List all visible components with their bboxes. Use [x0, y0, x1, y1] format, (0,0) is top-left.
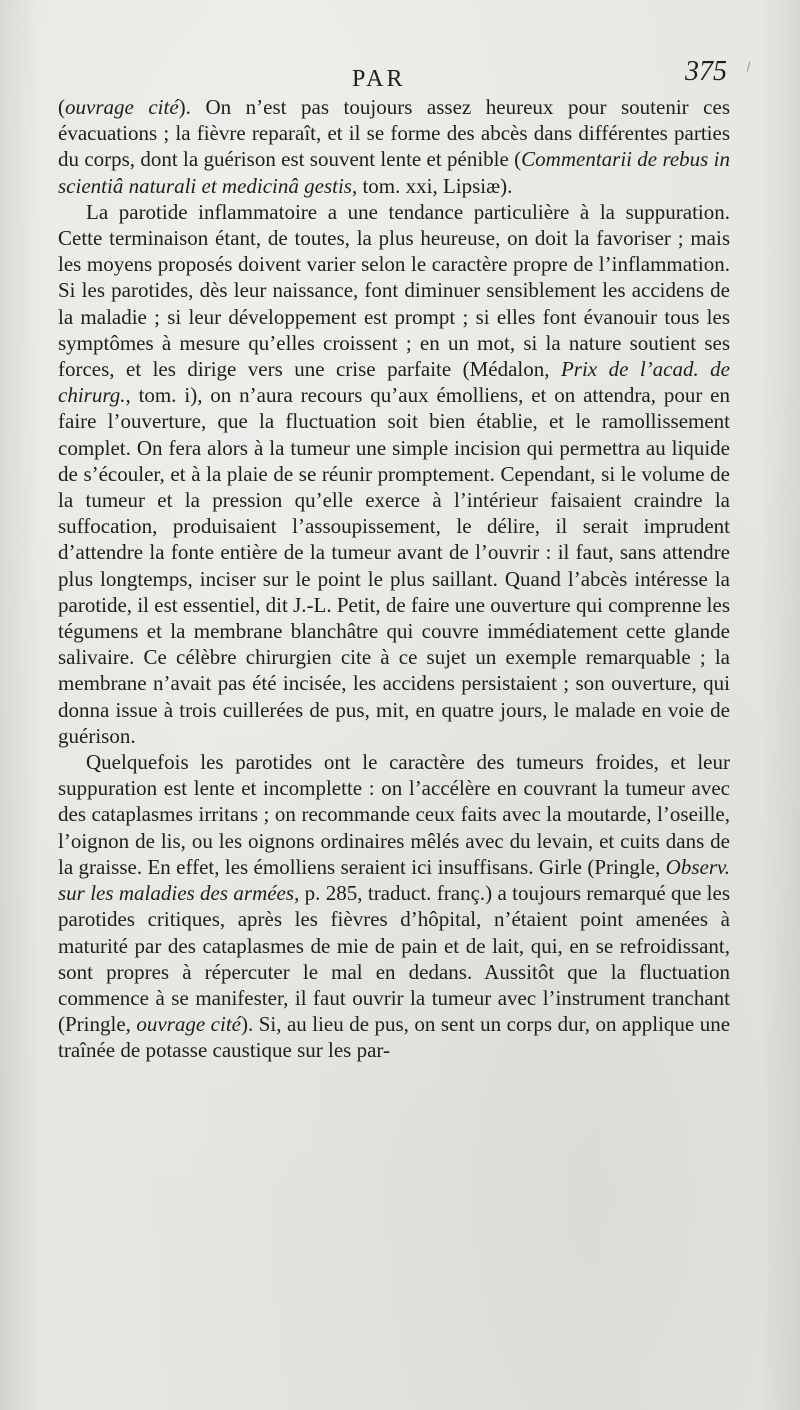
text-segment: , p. 285, traduct. franç.) a toujours remarqué que les parotides critiques, après les fièvres d’hôpital, n’étaient point amenées à maturité par des cataplasmes de mie de pain et de lait, qui, en se refroidissant, sont propres à répercuter le mal en dedans. Aussitôt que la fluctuation commence à se manifester, il faut ouvrir la tumeur avec l’instrument tranchant (Pringle,	[58, 881, 730, 1037]
text-segment: ). On n’est pas toujours assez heureux pour soutenir ces évacuations ; la fièvre reparaît, et il se forme des abcès dans différentes parties du corps, dont la guérison est souvent lente et pénible (	[58, 95, 730, 172]
text-segment: La parotide inflammatoire a une tendance particulière à la suppuration. Cette terminaison étant, de toutes, la plus heureuse, on doit la favoriser ; mais les moyens proposés doivent varier selon le caractère propre de l’inflammation. Si les parotides, dès leur naissance, font diminuer sensiblement les accidens de la maladie ; si leur développement est prompt ; si elles font évanouir tous les symptômes à mesure qu’elles croissent ; en un mot, si la nature soutient ses forces, et les dirige vers une crise parfaite (Médalon,	[58, 199, 730, 382]
text-segment: (	[58, 95, 65, 119]
text-segment: ). Si, au lieu de pus, on sent un corps dur, on applique une traînée de potasse caustique sur les par-	[58, 1012, 731, 1063]
text-segment: , tom. i), on n’aura recours qu’aux émolliens, et on attendra, pour en faire l’ouverture, que la fluctuation soit bien établie, et le ramollissement complet. On fera alors à la tumeur une simple incision qui permettra au liquide de s’écouler, et à la plaie de se réunir promptement. Cependant, si le volume de la tumeur et la pression qu’elle exerce à l’intérieur faisaient craindre la suffocation, produisaient l’assoupissement, le délire, il serait imprudent d’attendre la fonte entière de la tumeur avant de l’ouvrir : il faut, sans attendre plus longtemps, inciser sur le point le plus saillant. Quand l’abcès intéresse la parotide, il est essentiel, dit J.-L. Petit, de faire une ouverture qui comprenne les tégumens et la membrane blanchâtre qui couvre immédiatement cette glande salivaire. Ce célèbre chirurgien cite à ce sujet un exemple remarquable ; la membrane n’avait pas été incisée, les accidens persistaient ; son ouverture, qui donna issue à trois cuillerées de pus, mit, en quatre jours, le malade en voie de guérison.	[58, 383, 730, 748]
paragraph	[58, 749, 730, 1063]
page-number: 375	[685, 56, 727, 87]
citation-italic: Prix de l’acad. de chirurg.	[58, 357, 730, 408]
body-text	[58, 94, 730, 1064]
paragraph	[58, 94, 730, 199]
citation-italic: ouvrage cité	[136, 1012, 241, 1037]
citation-italic: Commentarii de rebus in scientiâ naturali et medicinâ gestis	[58, 147, 730, 198]
citation-italic: ouvrage cité	[65, 95, 179, 119]
paragraph	[58, 199, 730, 749]
running-title: PAR	[352, 66, 406, 92]
text-segment: Quelquefois les parotides ont le caractère des tumeurs froides, et leur suppuration est lente et incomplette : on l’accélère en couvrant la tumeur avec des cataplasmes irritans ; on recommande ceux faits avec la moutarde, l’oseille, l’oignon de lis, ou les oignons ordinaires mêlés avec du levain, et cuits dans de la graisse. En effet, les émolliens seraient ici insuffisans. Girle (Pringle,	[58, 750, 730, 879]
running-head	[0, 56, 800, 96]
citation-italic: Observ. sur les maladies des armées	[58, 854, 730, 906]
text-segment: , tom. xxi, Lipsiæ).	[351, 173, 513, 198]
